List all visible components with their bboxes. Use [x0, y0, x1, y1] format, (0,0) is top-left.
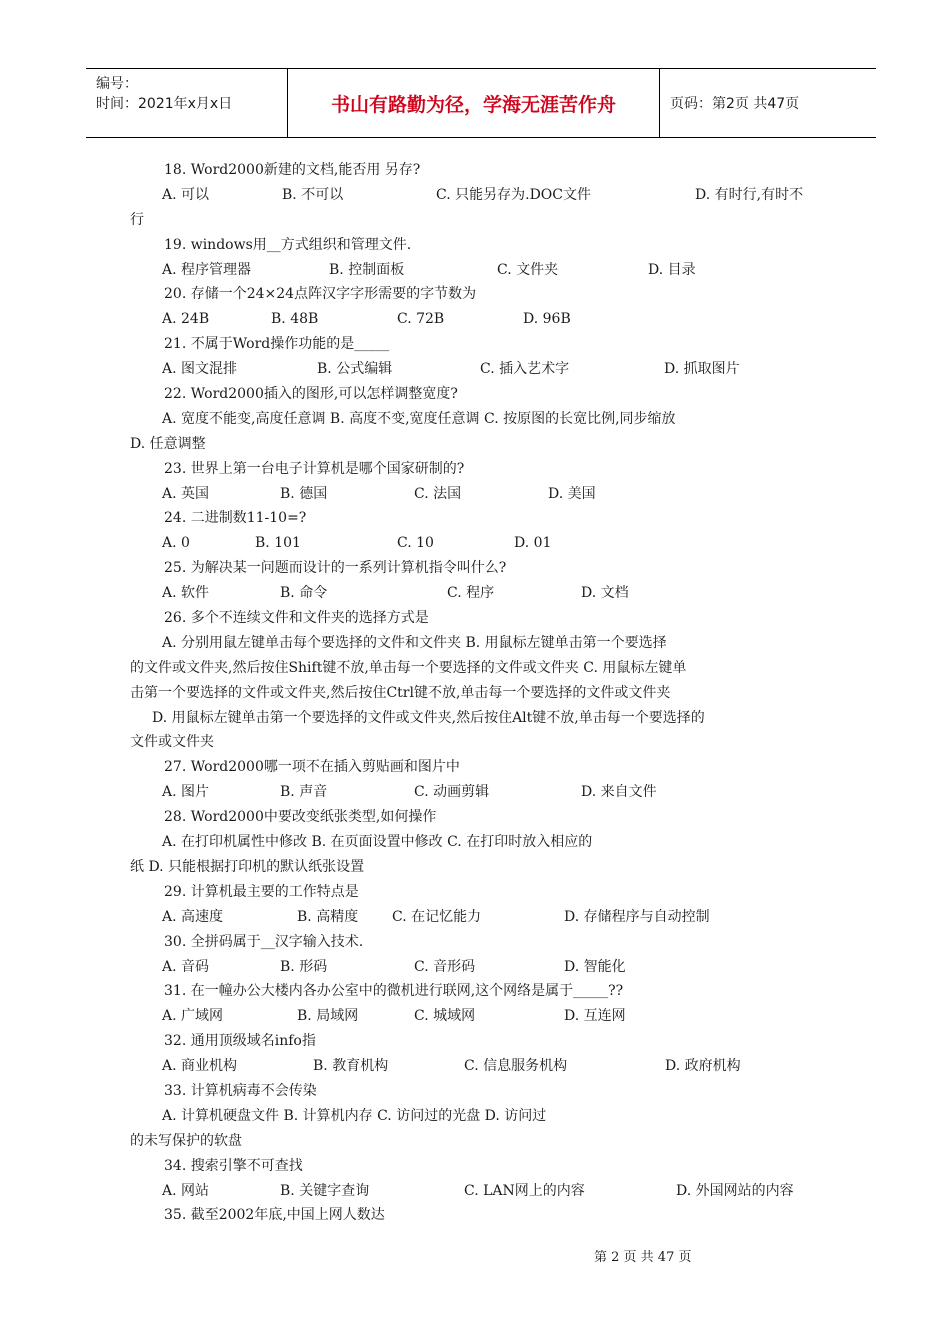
options-33-line1: A. 计算机硬盘文件 B. 计算机内存 C. 访问过的光盘 D. 访问过	[162, 1107, 547, 1124]
option: D. 抓取图片	[664, 361, 740, 378]
option: A. 音码	[162, 958, 210, 975]
option: A. 图片	[162, 784, 210, 801]
question-31: 31. 在一幢办公大楼内各办公室中的微机进行联网,这个网络是属于_____??	[164, 983, 624, 1000]
doc-time-label: 时间：2021年x月x日	[96, 96, 233, 112]
option: D. 96B	[523, 311, 571, 328]
options-22: A. 宽度不能变,高度任意调 B. 高度不变,宽度任意调 C. 按原图的长宽比例,同步缩放	[162, 410, 676, 427]
options-26-line5: 文件或文件夹	[130, 734, 214, 751]
option: A. 网站	[162, 1182, 210, 1199]
question-19: 19. windows用__方式组织和管理文件.	[164, 236, 412, 253]
option: D. 存储程序与自动控制	[564, 908, 710, 925]
doc-number-label: 编号：	[96, 76, 138, 92]
header-motto: 书山有路勤为径，学海无涯苦作舟	[288, 69, 660, 137]
option: A. 软件	[162, 585, 210, 602]
option: D. 外国网站的内容	[676, 1182, 794, 1199]
options-34	[130, 1179, 835, 1204]
question-30: 30. 全拼码属于__汉字输入技术.	[164, 933, 364, 950]
option: A. 程序管理器	[162, 261, 252, 278]
question-list	[130, 158, 835, 1228]
option: B. 形码	[280, 958, 328, 975]
header-page-number: 页码：第2页 共47页	[670, 96, 800, 112]
header-meta	[86, 69, 288, 137]
option: C. 程序	[447, 585, 495, 602]
option: B. 局域网	[297, 1008, 359, 1025]
options-27	[130, 780, 835, 805]
question-34: 34. 搜索引擎不可查找	[164, 1157, 303, 1174]
options-30	[130, 955, 835, 980]
options-19	[130, 258, 835, 283]
option: C. 动画剪辑	[414, 784, 490, 801]
options-33-line2: 的未写保护的软盘	[130, 1132, 242, 1149]
option: A. 英国	[162, 485, 210, 502]
option: B. 教育机构	[313, 1058, 389, 1075]
options-26-line2: 的文件或文件夹,然后按住Shift键不放,单击每一个要选择的文件或文件夹 C. 用鼠标左键单	[130, 659, 687, 676]
option: B. 命令	[280, 585, 328, 602]
option: D. 01	[514, 535, 552, 552]
question-24: 24. 二进制数11-10=?	[164, 510, 307, 527]
options-23	[130, 482, 835, 507]
option: D. 互连网	[564, 1008, 626, 1025]
option: C. 信息服务机构	[464, 1058, 568, 1075]
option: A. 图文混排	[162, 361, 238, 378]
option: B. 公式编辑	[317, 361, 393, 378]
question-23: 23. 世界上第一台电子计算机是哪个国家研制的?	[164, 460, 465, 477]
option: B. 高精度	[297, 908, 359, 925]
option: D. 来自文件	[581, 784, 657, 801]
question-27: 27. Word2000哪一项不在插入剪贴画和图片中	[164, 759, 460, 776]
option: B. 声音	[280, 784, 328, 801]
option: B. 关键字查询	[280, 1182, 370, 1199]
options-18	[130, 183, 835, 208]
options-22-cont: D. 任意调整	[130, 435, 206, 452]
options-26-line4: D. 用鼠标左键单击第一个要选择的文件或文件夹,然后按住Alt键不放,单击每一个要选择的	[152, 709, 705, 726]
question-20: 20. 存储一个24×24点阵汉字字形需要的字节数为	[164, 286, 477, 303]
options-28-line2: 纸 D. 只能根据打印机的默认纸张设置	[130, 858, 365, 875]
option: A. 高速度	[162, 908, 224, 925]
option: A. 0	[162, 535, 190, 552]
option: B. 控制面板	[329, 261, 405, 278]
option: A. 可以	[162, 186, 210, 203]
option: A. 24B	[162, 311, 210, 328]
question-35: 35. 截至2002年底,中国上网人数达	[164, 1207, 385, 1224]
option: C. LAN网上的内容	[464, 1182, 585, 1199]
option: C. 法国	[414, 485, 462, 502]
option: B. 101	[255, 535, 301, 552]
question-18: 18. Word2000新建的文档,能否用 另存?	[164, 162, 421, 178]
option: D. 美国	[548, 485, 596, 502]
option: C. 72B	[397, 311, 445, 328]
options-26-line1: A. 分别用鼠左键单击每个要选择的文件和文件夹 B. 用鼠标左键单击第一个要选择	[162, 634, 667, 651]
option: D. 有时行,有时不	[695, 186, 804, 203]
option: A. 商业机构	[162, 1058, 238, 1075]
option: B. 48B	[271, 311, 319, 328]
option: D. 目录	[648, 261, 696, 278]
options-20	[130, 307, 835, 332]
question-22: 22. Word2000插入的图形,可以怎样调整宽度?	[164, 386, 458, 403]
page-header	[86, 68, 876, 138]
option: C. 城域网	[414, 1008, 476, 1025]
option: D. 智能化	[564, 958, 626, 975]
option: C. 在记忆能力	[392, 908, 482, 925]
option: D. 文档	[581, 585, 629, 602]
options-26-line3: 击第一个要选择的文件或文件夹,然后按住Ctrl键不放,单击每一个要选择的文件或文件夹	[130, 684, 671, 701]
options-21	[130, 357, 835, 382]
question-28: 28. Word2000中要改变纸张类型,如何操作	[164, 809, 437, 826]
options-32	[130, 1054, 835, 1079]
options-25	[130, 581, 835, 606]
options-28-line1: A. 在打印机属性中修改 B. 在页面设置中修改 C. 在打印时放入相应的	[162, 834, 593, 851]
question-29: 29. 计算机最主要的工作特点是	[164, 883, 359, 900]
question-25: 25. 为解决某一问题而设计的一系列计算机指令叫什么?	[164, 560, 507, 577]
option: A. 广域网	[162, 1008, 224, 1025]
option: C. 10	[397, 535, 434, 552]
option: C. 只能另存为.DOC文件	[436, 186, 591, 203]
question-32: 32. 通用顶级域名info指	[164, 1033, 316, 1050]
options-24	[130, 531, 835, 556]
question-21: 21. 不属于Word操作功能的是_____	[164, 336, 390, 353]
options-29	[130, 905, 835, 930]
options-18-cont: 行	[130, 211, 144, 228]
options-31	[130, 1004, 835, 1029]
option: B. 不可以	[282, 186, 344, 203]
question-33: 33. 计算机病毒不会传染	[164, 1082, 317, 1099]
option: C. 文件夹	[497, 261, 559, 278]
option: C. 音形码	[414, 958, 476, 975]
question-26: 26. 多个不连续文件和文件夹的选择方式是	[164, 610, 429, 627]
option: C. 插入艺术字	[480, 361, 570, 378]
page-footer: 第 2 页 共 47 页	[594, 1250, 692, 1265]
option: D. 政府机构	[665, 1058, 741, 1075]
option: B. 德国	[280, 485, 328, 502]
